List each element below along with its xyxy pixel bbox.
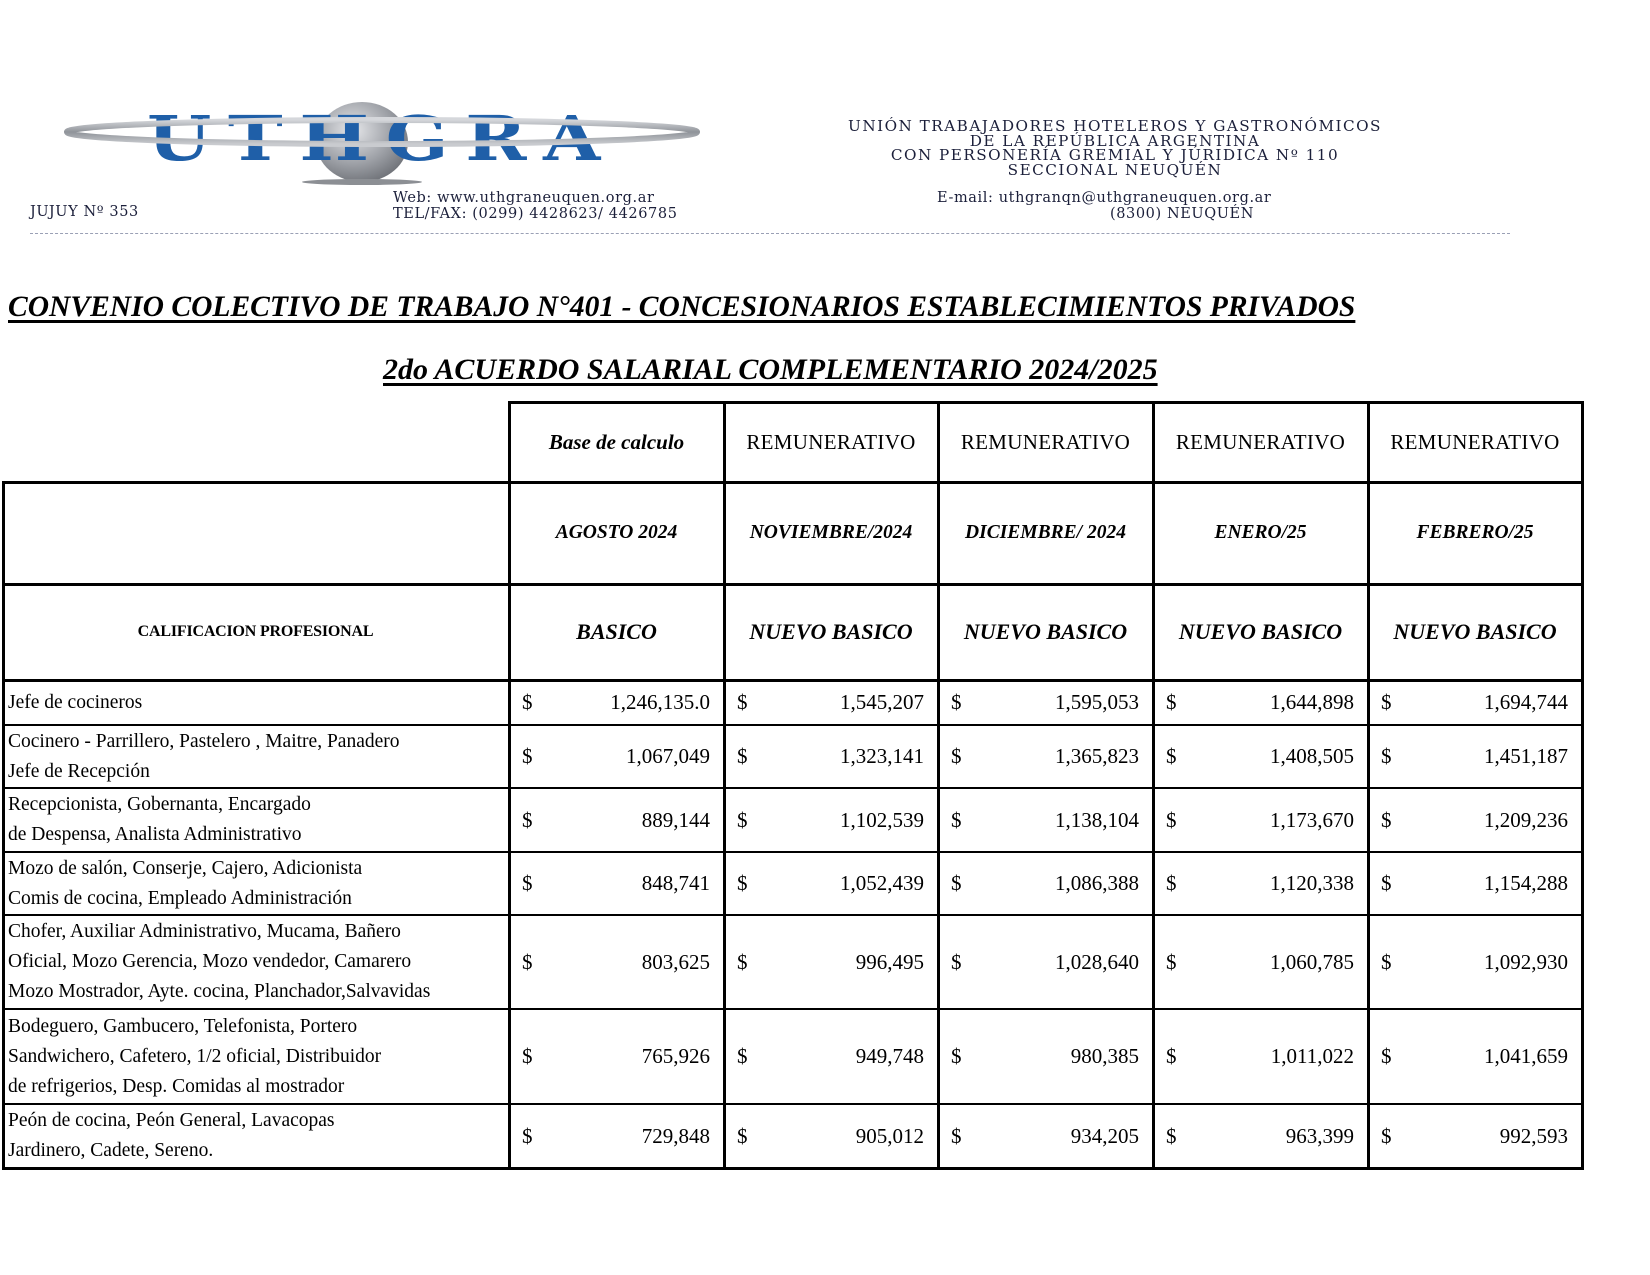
salary-value: 996,495 [855, 949, 924, 974]
salary-value: 1,246,135.0 [610, 690, 710, 714]
salary-cell [1153, 1104, 1368, 1168]
salary-cell [938, 915, 1153, 1009]
salary-cell [1153, 1009, 1368, 1104]
column-period-label: NOVIEMBRE/2024 [749, 522, 913, 543]
salary-cell [1153, 915, 1368, 1009]
salary-cell [1368, 1104, 1582, 1168]
website-link[interactable]: Web: www.uthgraneuquen.org.ar [393, 190, 655, 206]
salary-cell [724, 725, 938, 788]
job-category-cell [2, 915, 509, 1009]
currency-symbol: $ [951, 1123, 962, 1148]
salary-cell [1153, 725, 1368, 788]
salary-value: 949,748 [855, 1044, 924, 1068]
table-border-column [1367, 401, 1370, 1169]
salary-value: 1,595,053 [1055, 690, 1139, 714]
job-category-line: Jefe de cocineros [8, 691, 143, 713]
salary-value: 1,173,670 [1270, 807, 1354, 832]
job-category-text [8, 854, 362, 914]
document-title: CONVENIO COLECTIVO DE TRABAJO N°401 - CONCESIONARIOS ESTABLECIMIENTOS PRIVADOS [8, 290, 1356, 323]
org-line: CON PERSONERÍA GREMIAL Y JÚRIDICA Nº 110 [890, 148, 1340, 164]
job-category-cell [2, 680, 509, 725]
salary-cell [724, 915, 938, 1009]
salary-value: 889,144 [641, 807, 710, 832]
job-category-text [8, 727, 400, 787]
job-category-line: Recepcionista, Gobernanta, Encargado [8, 794, 311, 815]
table-border-bottom [2, 1167, 1584, 1170]
currency-symbol: $ [1166, 871, 1177, 895]
salary-cell [938, 1104, 1153, 1168]
letterhead-divider [30, 233, 1510, 234]
job-category-cell [2, 852, 509, 915]
salary-value: 1,086,388 [1055, 871, 1139, 895]
table-border-row [2, 787, 1584, 789]
job-category-line: Jefe de Recepción [8, 760, 150, 782]
salary-value: 1,408,505 [1270, 744, 1354, 768]
salary-value: 1,209,236 [1484, 807, 1568, 832]
org-line: SECCIONAL NEUQUÉN [1007, 162, 1223, 179]
column-type-label: Base de calculo [548, 429, 685, 454]
organization-name [695, 120, 1535, 178]
currency-symbol: $ [951, 949, 962, 974]
salary-value: 1,154,288 [1484, 871, 1568, 895]
salary-value: 934,205 [1070, 1123, 1139, 1148]
column-type-label: REMUNERATIVO [1175, 429, 1346, 454]
salary-value: 980,385 [1070, 1044, 1139, 1068]
currency-symbol: $ [737, 690, 748, 714]
job-category-line: Bodeguero, Gambucero, Telefonista, Portero [8, 1015, 358, 1037]
table-border-column [508, 401, 511, 1169]
job-category-line: Mozo de salón, Conserje, Cajero, Adicionista [8, 857, 363, 879]
salary-value: 1,041,659 [1484, 1044, 1568, 1068]
job-category-cell [2, 725, 509, 788]
column-kind-header [1368, 584, 1582, 680]
currency-symbol: $ [522, 807, 533, 832]
email-contact [937, 191, 1397, 222]
address: JUJUY Nº 353 [30, 204, 139, 220]
column-kind-label: BASICO [576, 619, 657, 644]
salary-value: 1,694,744 [1484, 690, 1568, 714]
salary-cell [1153, 788, 1368, 852]
column-period-header [938, 482, 1153, 584]
currency-symbol: $ [522, 1044, 533, 1068]
currency-symbol: $ [1166, 949, 1177, 974]
logo-graphic [62, 100, 702, 185]
currency-symbol: $ [951, 690, 962, 714]
salary-cell [509, 1009, 724, 1104]
salary-value: 1,365,823 [1055, 744, 1139, 768]
job-category-line: de Despensa, Analista Administrativo [8, 824, 302, 845]
job-category-line: Cocinero - Parrillero, Pastelero , Maitre, Panadero [8, 730, 400, 752]
job-category-line: de refrigerios, Desp. Comidas al mostrador [8, 1075, 345, 1097]
salary-cell [938, 852, 1153, 915]
column-type-header [938, 402, 1153, 482]
currency-symbol: $ [1381, 871, 1392, 895]
table-border-row [2, 914, 1584, 916]
currency-symbol: $ [951, 744, 962, 768]
column-period-label: AGOSTO 2024 [555, 522, 678, 543]
currency-symbol: $ [737, 744, 748, 768]
table-border-column [1152, 401, 1155, 1169]
org-line: UNIÓN TRABAJADORES HOTELEROS Y GASTRONÓMICOS [848, 119, 1382, 135]
currency-symbol: $ [522, 1123, 533, 1148]
job-category-line: Jardinero, Cadete, Sereno. [8, 1140, 214, 1161]
job-category-text [8, 1012, 381, 1102]
currency-symbol: $ [1166, 807, 1177, 832]
salary-cell [1153, 852, 1368, 915]
column-type-label: REMUNERATIVO [1390, 429, 1560, 454]
salary-cell [509, 680, 724, 725]
currency-symbol: $ [522, 690, 533, 714]
column-type-label: REMUNERATIVO [746, 429, 916, 454]
table-border-column [723, 401, 726, 1169]
salary-cell [509, 915, 724, 1009]
postal-city: (8300) NEUQUÉN [1109, 205, 1255, 222]
table-border-left [2, 481, 5, 1169]
table-border-column [1581, 401, 1584, 1169]
salary-value: 1,323,141 [840, 744, 924, 768]
currency-symbol: $ [1166, 744, 1177, 768]
column-period-header [724, 482, 938, 584]
salary-value: 803,625 [641, 949, 710, 974]
currency-symbol: $ [951, 1044, 962, 1068]
table-border-row [2, 481, 1584, 484]
table-border-row [2, 583, 1584, 586]
salary-cell [1368, 852, 1582, 915]
salary-value: 1,102,539 [840, 807, 924, 832]
salary-value: 1,120,338 [1270, 871, 1354, 895]
currency-symbol: $ [737, 1123, 748, 1148]
logo-text: UTHGRA [147, 102, 617, 175]
job-category-line: Comis de cocina, Empleado Administración [8, 887, 352, 909]
column-period-label: DICIEMBRE/ 2024 [965, 522, 1126, 543]
salary-value: 1,011,022 [1270, 1044, 1354, 1068]
salary-value: 729,848 [641, 1123, 710, 1148]
salary-value: 1,067,049 [626, 744, 710, 768]
job-category-line: Oficial, Mozo Gerencia, Mozo vendedor, Camarero [8, 951, 412, 972]
email-link[interactable]: E-mail: uthgranqn@uthgraneuquen.org.ar [937, 190, 1272, 206]
column-kind-header [509, 584, 724, 680]
column-period-header [1368, 482, 1582, 584]
table-border-row [2, 851, 1584, 853]
salary-value: 1,092,930 [1484, 949, 1568, 974]
job-category-line: Sandwichero, Cafetero, 1/2 oficial, Distribuidor [8, 1045, 382, 1067]
currency-symbol: $ [737, 949, 748, 974]
salary-cell [1368, 725, 1582, 788]
salary-cell [509, 852, 724, 915]
column-kind-label: NUEVO BASICO [749, 619, 913, 644]
column-type-header [1368, 402, 1582, 482]
job-category-text [8, 1106, 335, 1166]
salary-value: 1,138,104 [1055, 807, 1139, 832]
currency-symbol: $ [737, 1044, 748, 1068]
salary-value: 1,028,640 [1055, 949, 1139, 974]
column-period-header [509, 482, 724, 584]
currency-symbol: $ [1381, 1044, 1392, 1068]
column-kind-label: NUEVO BASICO [1178, 619, 1343, 644]
salary-cell [724, 1104, 938, 1168]
salary-value: 848,741 [641, 871, 710, 895]
currency-symbol: $ [1381, 690, 1392, 714]
job-category-cell [2, 1009, 509, 1104]
currency-symbol: $ [1381, 744, 1392, 768]
salary-value: 1,451,187 [1484, 744, 1568, 768]
salary-cell [724, 680, 938, 725]
currency-symbol: $ [951, 871, 962, 895]
job-category-line: Peón de cocina, Peón General, Lavacopas [8, 1110, 335, 1131]
salary-cell [724, 1009, 938, 1104]
column-kind-header [938, 584, 1153, 680]
salary-cell [1368, 680, 1582, 725]
table-border-top [508, 401, 1584, 404]
category-header [2, 584, 509, 680]
column-kind-label: NUEVO BASICO [1393, 619, 1557, 644]
salary-cell [724, 852, 938, 915]
column-type-header [1153, 402, 1368, 482]
salary-cell [938, 725, 1153, 788]
column-type-header [509, 402, 724, 482]
column-type-header [724, 402, 938, 482]
currency-symbol: $ [522, 871, 533, 895]
currency-symbol: $ [951, 807, 962, 832]
column-kind-header [1153, 584, 1368, 680]
job-category-text [8, 917, 430, 1007]
job-category-text [8, 688, 142, 718]
salary-cell [938, 680, 1153, 725]
column-period-label: ENERO/25 [1214, 522, 1307, 543]
job-category-cell [2, 1104, 509, 1168]
salary-cell [1368, 1009, 1582, 1104]
salary-value: 1,052,439 [840, 871, 924, 895]
salary-value: 1,545,207 [840, 690, 924, 714]
category-header-label: CALIFICACION PROFESIONAL [137, 623, 374, 640]
currency-symbol: $ [522, 949, 533, 974]
salary-cell [724, 788, 938, 852]
org-line: DE LA REPÚBLICA ARGENTINA [969, 133, 1261, 150]
salary-cell [509, 1104, 724, 1168]
currency-symbol: $ [1381, 1123, 1392, 1148]
logo-shadow [302, 179, 422, 185]
column-type-label: REMUNERATIVO [960, 429, 1131, 454]
web-contact [393, 191, 678, 222]
job-category-text [8, 790, 311, 850]
salary-value: 765,926 [641, 1044, 710, 1068]
salary-value: 1,644,898 [1270, 690, 1354, 714]
salary-cell [1153, 680, 1368, 725]
salary-value: 992,593 [1499, 1123, 1568, 1148]
uthgra-logo [62, 100, 702, 185]
salary-value: 905,012 [855, 1123, 924, 1148]
table-border-row [2, 1103, 1584, 1105]
job-category-cell [2, 788, 509, 852]
table-border-column [937, 401, 940, 1169]
salary-value: 1,060,785 [1270, 949, 1354, 974]
salary-cell [938, 788, 1153, 852]
currency-symbol: $ [737, 807, 748, 832]
table-border-row [2, 724, 1584, 726]
table-border-row [2, 1008, 1584, 1010]
column-kind-label: NUEVO BASICO [963, 619, 1128, 644]
phone-fax: TEL/FAX: (0299) 4428623/ 4426785 [393, 205, 678, 222]
currency-symbol: $ [1381, 949, 1392, 974]
table-border-row [2, 679, 1584, 682]
salary-cell [1368, 915, 1582, 1009]
currency-symbol: $ [1381, 807, 1392, 832]
salary-value: 963,399 [1285, 1123, 1354, 1148]
column-period-label: FEBRERO/25 [1416, 522, 1534, 543]
currency-symbol: $ [1166, 690, 1177, 714]
currency-symbol: $ [737, 871, 748, 895]
job-category-line: Mozo Mostrador, Ayte. cocina, Planchador,Salvavidas [8, 981, 431, 1002]
salary-cell [938, 1009, 1153, 1104]
job-category-line: Chofer, Auxiliar Administrativo, Mucama, Bañero [8, 921, 401, 942]
column-kind-header [724, 584, 938, 680]
currency-symbol: $ [1166, 1044, 1177, 1068]
column-period-header [1153, 482, 1368, 584]
salary-cell [1368, 788, 1582, 852]
salary-cell [509, 788, 724, 852]
salary-cell [509, 725, 724, 788]
document-subtitle: 2do ACUERDO SALARIAL COMPLEMENTARIO 2024/2025 [383, 353, 1158, 386]
currency-symbol: $ [1166, 1123, 1177, 1148]
currency-symbol: $ [522, 744, 533, 768]
